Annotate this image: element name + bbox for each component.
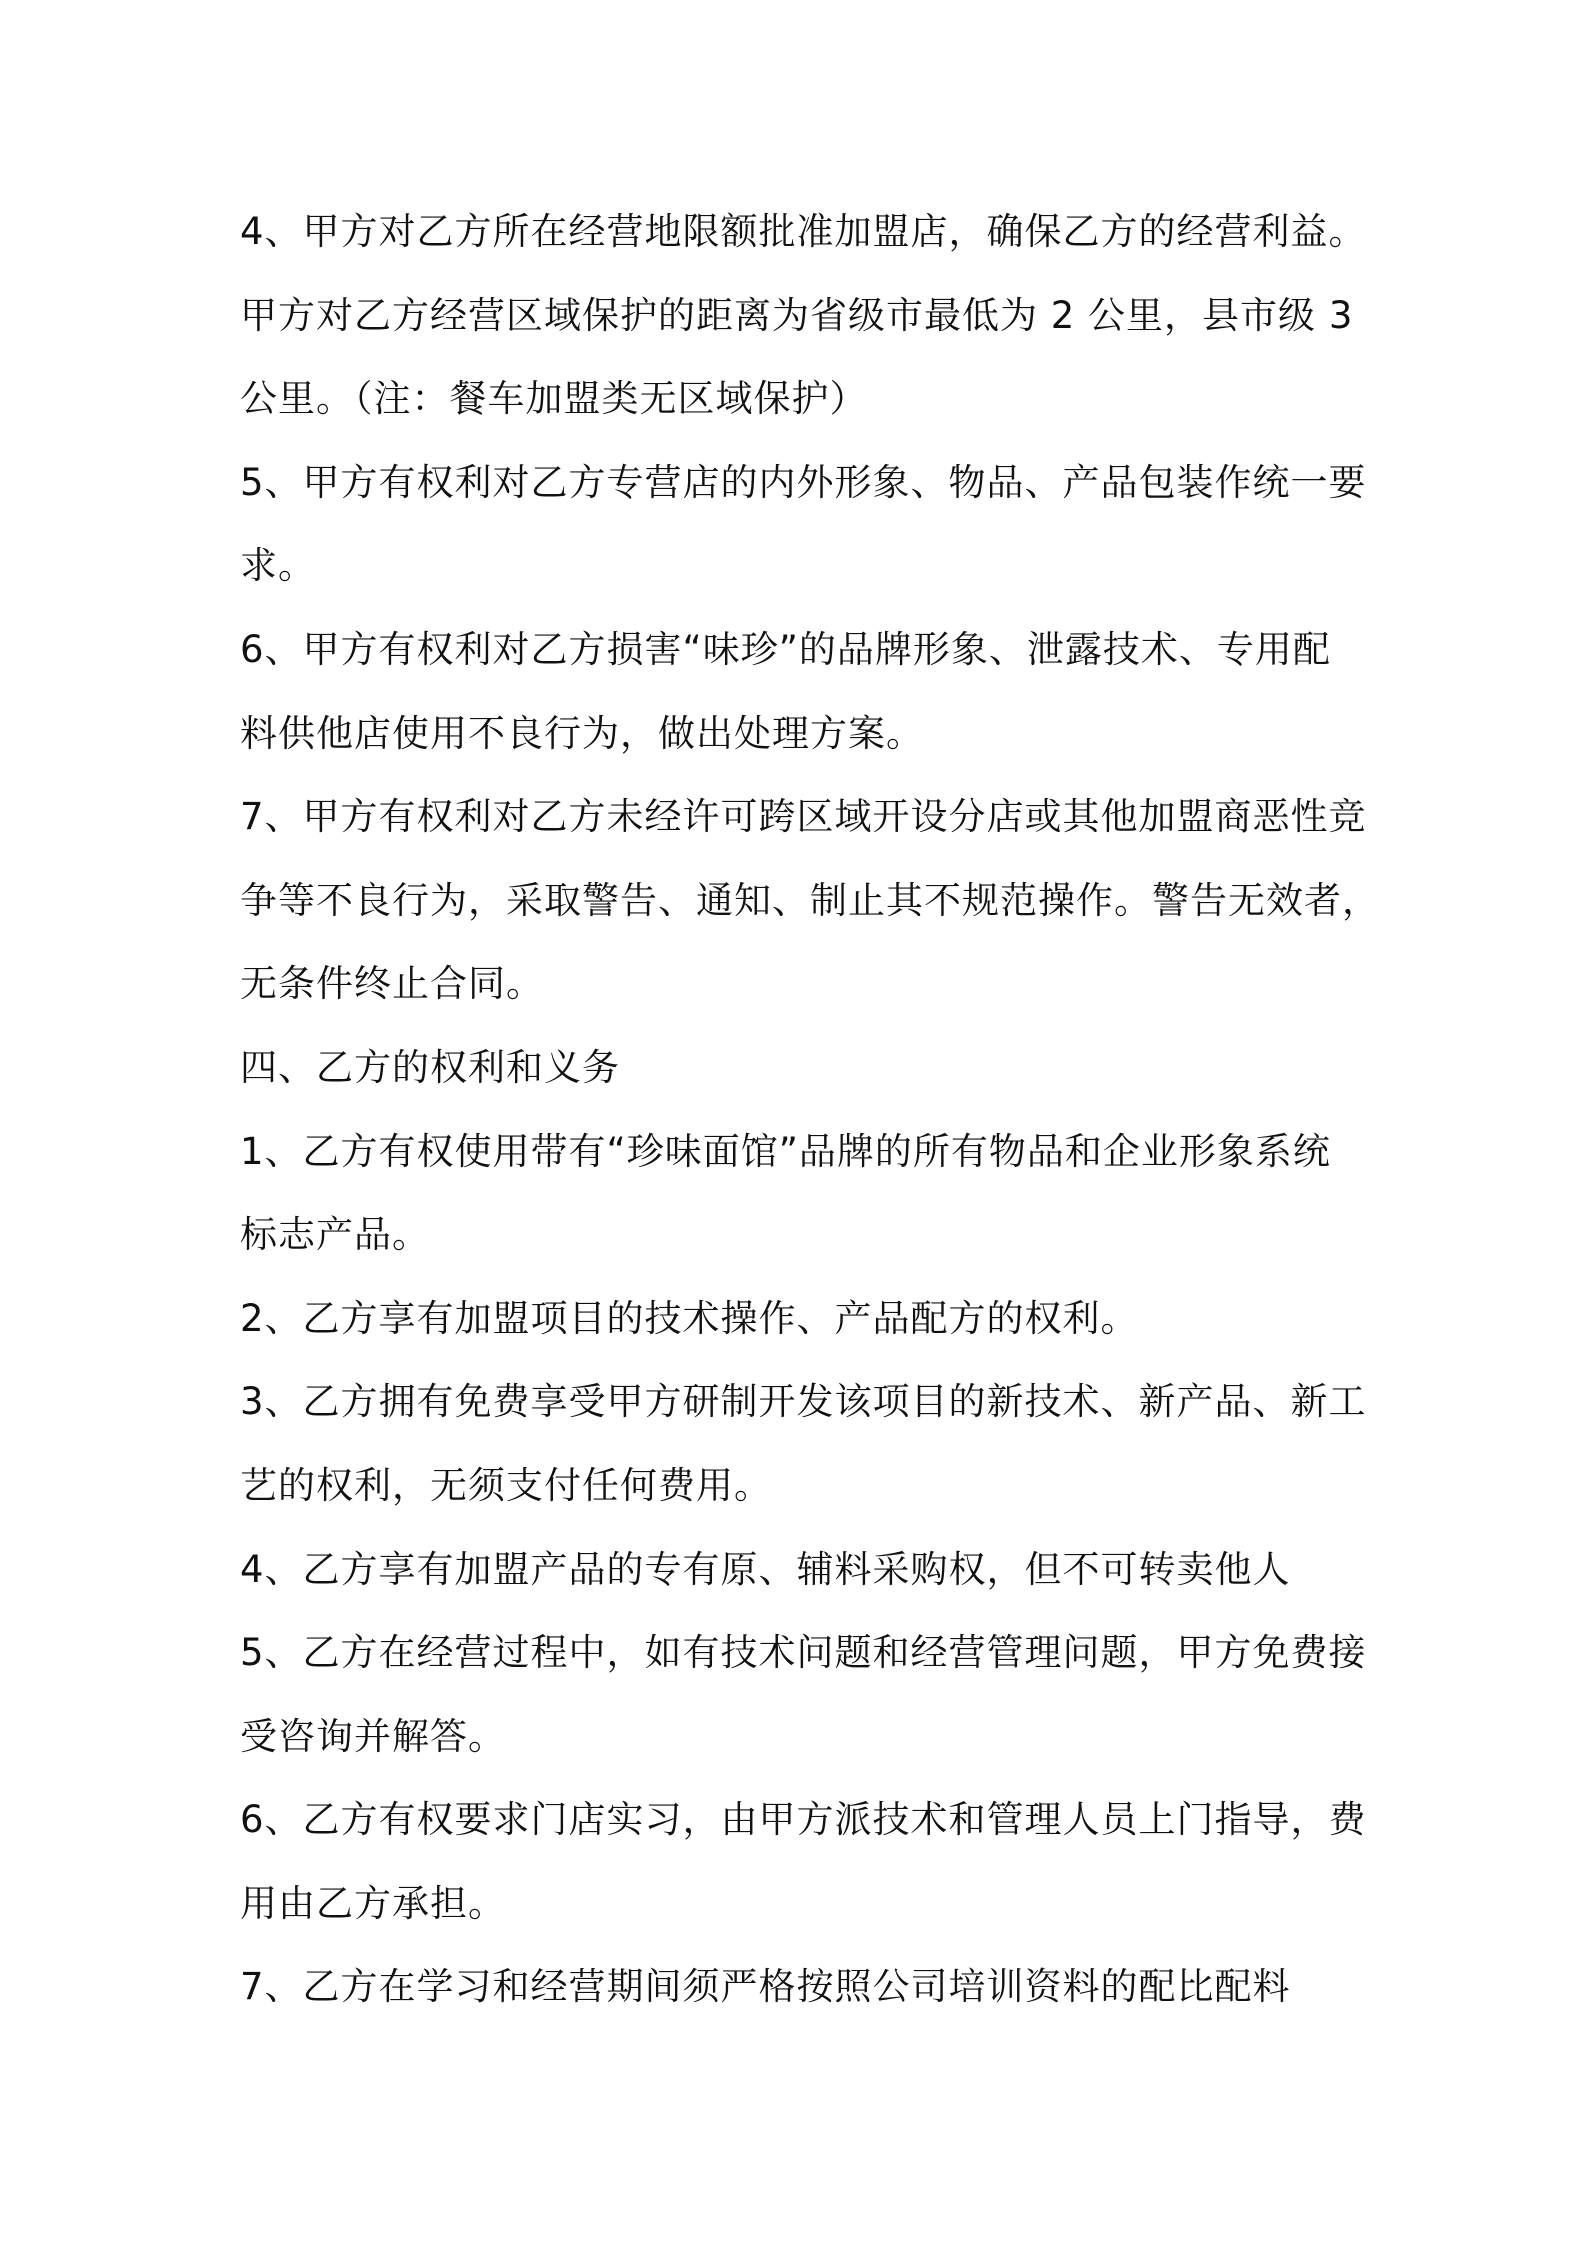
section-heading: 四、乙方的权利和义务 <box>240 1045 620 1089</box>
text-line: 受咨询并解答。 <box>240 1714 506 1758</box>
text-line: 7、乙方在学习和经营期间须严格按照公司培训资料的配比配料 <box>240 1965 1291 2009</box>
text-line: 4、甲方对乙方所在经营地限额批准加盟店，确保乙方的经营利益。 <box>240 210 1367 253</box>
text-line: 料供他店使用不良行为，做出处理方案。 <box>240 711 924 755</box>
text-line: 甲方对乙方经营区域保护的距离为省级市最低为 2 公里，县市级 3 <box>240 293 1354 337</box>
text-line: 2、乙方享有加盟项目的技术操作、产品配方的权利。 <box>240 1296 1139 1340</box>
text-line: 5、乙方在经营过程中，如有技术问题和经营管理问题，甲方免费接 <box>240 1631 1367 1675</box>
text-line: 争等不良行为，采取警告、通知、制止其不规范操作。警告无效者， <box>240 878 1380 922</box>
text-line: 5、甲方有权利对乙方专营店的内外形象、物品、产品包装作统一要 <box>240 460 1367 504</box>
text-line: 公里。（注：餐车加盟类无区域保护） <box>240 377 868 421</box>
text-line: 4、乙方享有加盟产品的专有原、辅料采购权，但不可转卖他人 <box>240 1547 1291 1591</box>
text-line: 1、乙方有权使用带有“珍味面馆”品牌的所有物品和企业形象系统 <box>240 1129 1331 1173</box>
document-body <box>240 190 1380 2029</box>
text-line: 7、甲方有权利对乙方未经许可跨区域开设分店或其他加盟商恶性竞 <box>240 795 1367 839</box>
text-line: 3、乙方拥有免费享受甲方研制开发该项目的新技术、新产品、新工 <box>240 1380 1367 1424</box>
text-line: 求。 <box>240 544 316 588</box>
text-line: 无条件终止合同。 <box>240 962 544 1006</box>
text-line: 6、乙方有权要求门店实习，由甲方派技术和管理人员上门指导，费 <box>240 1798 1367 1842</box>
text-line: 标志产品。 <box>240 1213 430 1257</box>
text-line: 用由乙方承担。 <box>240 1881 506 1925</box>
text-line: 艺的权利，无须支付任何费用。 <box>240 1463 772 1507</box>
text-line: 6、甲方有权利对乙方损害“味珍”的品牌形象、泄露技术、专用配 <box>240 627 1331 671</box>
